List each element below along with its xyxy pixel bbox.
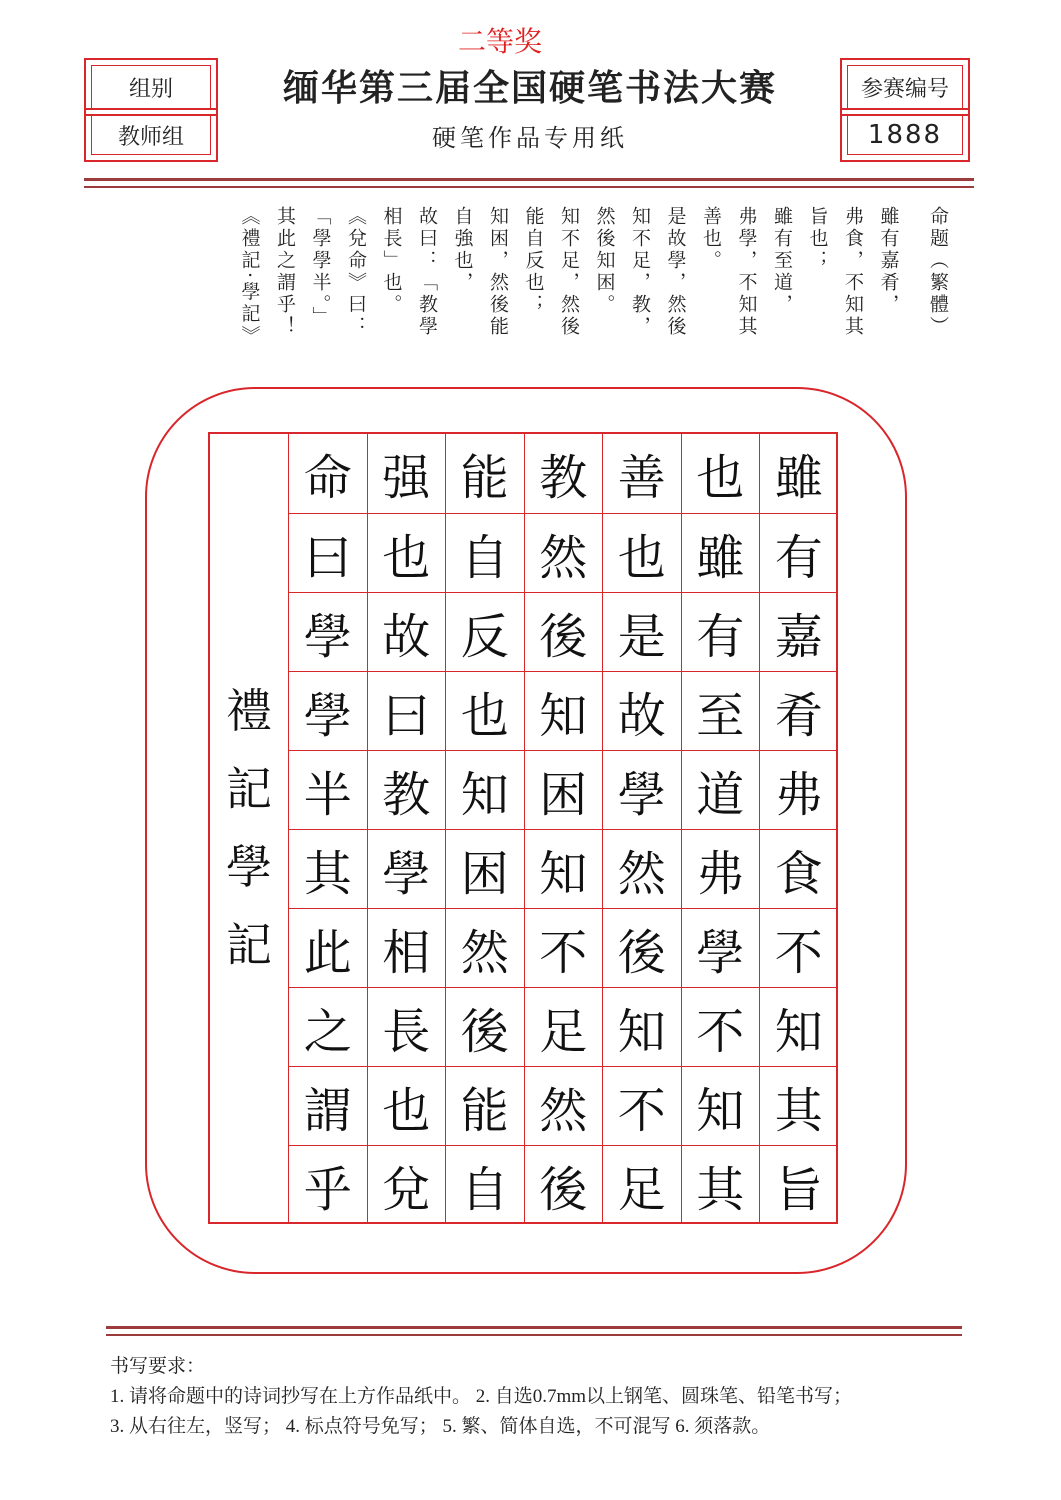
grid-character: 知 [445, 750, 524, 829]
prompt-column: 《禮記·學記》 [238, 206, 261, 348]
grid-character: 學 [288, 671, 367, 750]
grid-character: 其 [288, 829, 367, 908]
signature-character: 學 [226, 840, 272, 894]
grid-character: 旨 [759, 1145, 838, 1224]
grid-character: 故 [602, 671, 681, 750]
grid-character: 兌 [367, 1145, 446, 1224]
grid-character: 弗 [759, 750, 838, 829]
grid-character: 能 [445, 434, 524, 513]
prompt-column: 《兌命》曰： [345, 206, 367, 338]
grid-character: 然 [445, 908, 524, 987]
grid-character: 後 [524, 592, 603, 671]
grid-character: 後 [445, 987, 524, 1066]
grid-character: 知 [602, 987, 681, 1066]
signature-column [210, 434, 288, 1222]
prompt-column: 自強也， [451, 206, 474, 294]
grid-character: 半 [288, 750, 367, 829]
grid-character: 困 [445, 829, 524, 908]
prompt-column: 能自反也； [522, 206, 545, 316]
grid-character: 足 [524, 987, 603, 1066]
grid-character: 至 [681, 671, 760, 750]
paper-subtitle: 硬笔作品专用纸 [432, 124, 628, 152]
prompt-column: 旨也； [806, 206, 829, 272]
footer-rule [106, 1326, 962, 1329]
grid-character: 之 [288, 987, 367, 1066]
grid-character: 善 [602, 434, 681, 513]
grid-character: 食 [759, 829, 838, 908]
grid-character: 相 [367, 908, 446, 987]
grid-character: 然 [524, 513, 603, 592]
grid-character: 嘉 [759, 592, 838, 671]
grid-character: 知 [759, 987, 838, 1066]
grid-character: 不 [602, 1066, 681, 1145]
prompt-column: 知困，然後能 [487, 206, 509, 338]
grid-character: 强 [367, 434, 446, 513]
signature-character: 記 [226, 918, 272, 972]
footer-rule-thin [106, 1334, 962, 1336]
prompt-column: 弗學，不知其 [735, 206, 758, 338]
grid-character: 故 [367, 592, 446, 671]
calligraphy-grid [208, 432, 838, 1224]
grid-character: 乎 [288, 1145, 367, 1224]
grid-character: 是 [602, 592, 681, 671]
grid-character: 教 [524, 434, 603, 513]
grid-character: 有 [759, 513, 838, 592]
grid-character: 也 [681, 434, 760, 513]
prompt-column: 知不足，教， [629, 206, 651, 338]
prompt-column: 「學學半。」 [309, 206, 332, 329]
entry-value-box [840, 108, 970, 162]
prompt-column: 故曰：「教學 [416, 206, 438, 338]
grid-character: 長 [367, 987, 446, 1066]
grid-character: 後 [524, 1145, 603, 1224]
grid-character: 不 [524, 908, 603, 987]
grid-character: 此 [288, 908, 367, 987]
grid-character: 雖 [759, 434, 838, 513]
grid-character: 學 [288, 592, 367, 671]
group-label: 组别 [128, 76, 173, 102]
grid-character: 能 [445, 1066, 524, 1145]
grid-character: 後 [602, 908, 681, 987]
grid-character: 然 [602, 829, 681, 908]
prompt-column: 然後知困。 [593, 206, 616, 316]
grid-character: 足 [602, 1145, 681, 1224]
grid-character: 道 [681, 750, 760, 829]
grid-character: 曰 [367, 671, 446, 750]
grid-character: 謂 [288, 1066, 367, 1145]
requirements-heading: 书写要求： [110, 1356, 206, 1377]
grid-character: 也 [367, 513, 446, 592]
header-rule [84, 178, 974, 181]
grid-character: 自 [445, 1145, 524, 1224]
prompt-column: 弗食，不知其 [842, 206, 864, 338]
prompt-column: 善也。 [700, 206, 722, 272]
grid-character: 也 [602, 513, 681, 592]
prompt-column: 相長」也。 [380, 206, 403, 316]
grid-character: 學 [602, 750, 681, 829]
grid-character: 知 [681, 1066, 760, 1145]
grid-character: 學 [681, 908, 760, 987]
requirements-line-1: 1. 请将命题中的诗词抄写在上方作品纸中。 2. 自选0.7mm以上钢笔、圆珠笔、铅笔书写； [110, 1386, 853, 1407]
award-label: 二等奖 [457, 25, 542, 58]
writing-requirements [110, 1352, 1010, 1442]
prompt-column: 命题（繁體） [927, 206, 949, 338]
entry-label: 参赛编号 [860, 76, 949, 102]
prompt-column: 雖有至道， [771, 206, 793, 316]
signature-character: 禮 [226, 684, 272, 738]
grid-character: 有 [681, 592, 760, 671]
prompt-column: 其此之謂乎！ [274, 206, 296, 338]
grid-character: 自 [445, 513, 524, 592]
contest-title: 缅华第三届全国硬笔书法大赛 [282, 67, 777, 109]
grid-character: 命 [288, 434, 367, 513]
group-value: 教师组 [117, 124, 184, 150]
signature-character: 記 [226, 762, 272, 816]
header-rule-thin [84, 186, 974, 188]
grid-character: 不 [681, 987, 760, 1066]
grid-character: 也 [367, 1066, 446, 1145]
grid-character: 弗 [681, 829, 760, 908]
prompt-column: 雖有嘉肴， [877, 206, 900, 316]
group-value-box [84, 108, 218, 162]
requirements-line-2: 3. 从右往左，竖写； 4. 标点符号免写； 5. 繁、简体自选，不可混写 6. 须落款。 [110, 1416, 771, 1437]
grid-character: 反 [445, 592, 524, 671]
prompt-column: 是故學，然後 [664, 206, 687, 338]
grid-character: 不 [759, 908, 838, 987]
grid-character: 其 [681, 1145, 760, 1224]
grid-character: 其 [759, 1066, 838, 1145]
grid-character: 知 [524, 829, 603, 908]
prompt-column: 知不足，然後 [558, 206, 580, 338]
grid-character: 教 [367, 750, 446, 829]
grid-character: 曰 [288, 513, 367, 592]
grid-character: 肴 [759, 671, 838, 750]
grid-character: 雖 [681, 513, 760, 592]
grid-character: 然 [524, 1066, 603, 1145]
grid-character: 也 [445, 671, 524, 750]
grid-character: 學 [367, 829, 446, 908]
entry-number: 1888 [867, 120, 943, 150]
grid-character: 知 [524, 671, 603, 750]
grid-character: 困 [524, 750, 603, 829]
